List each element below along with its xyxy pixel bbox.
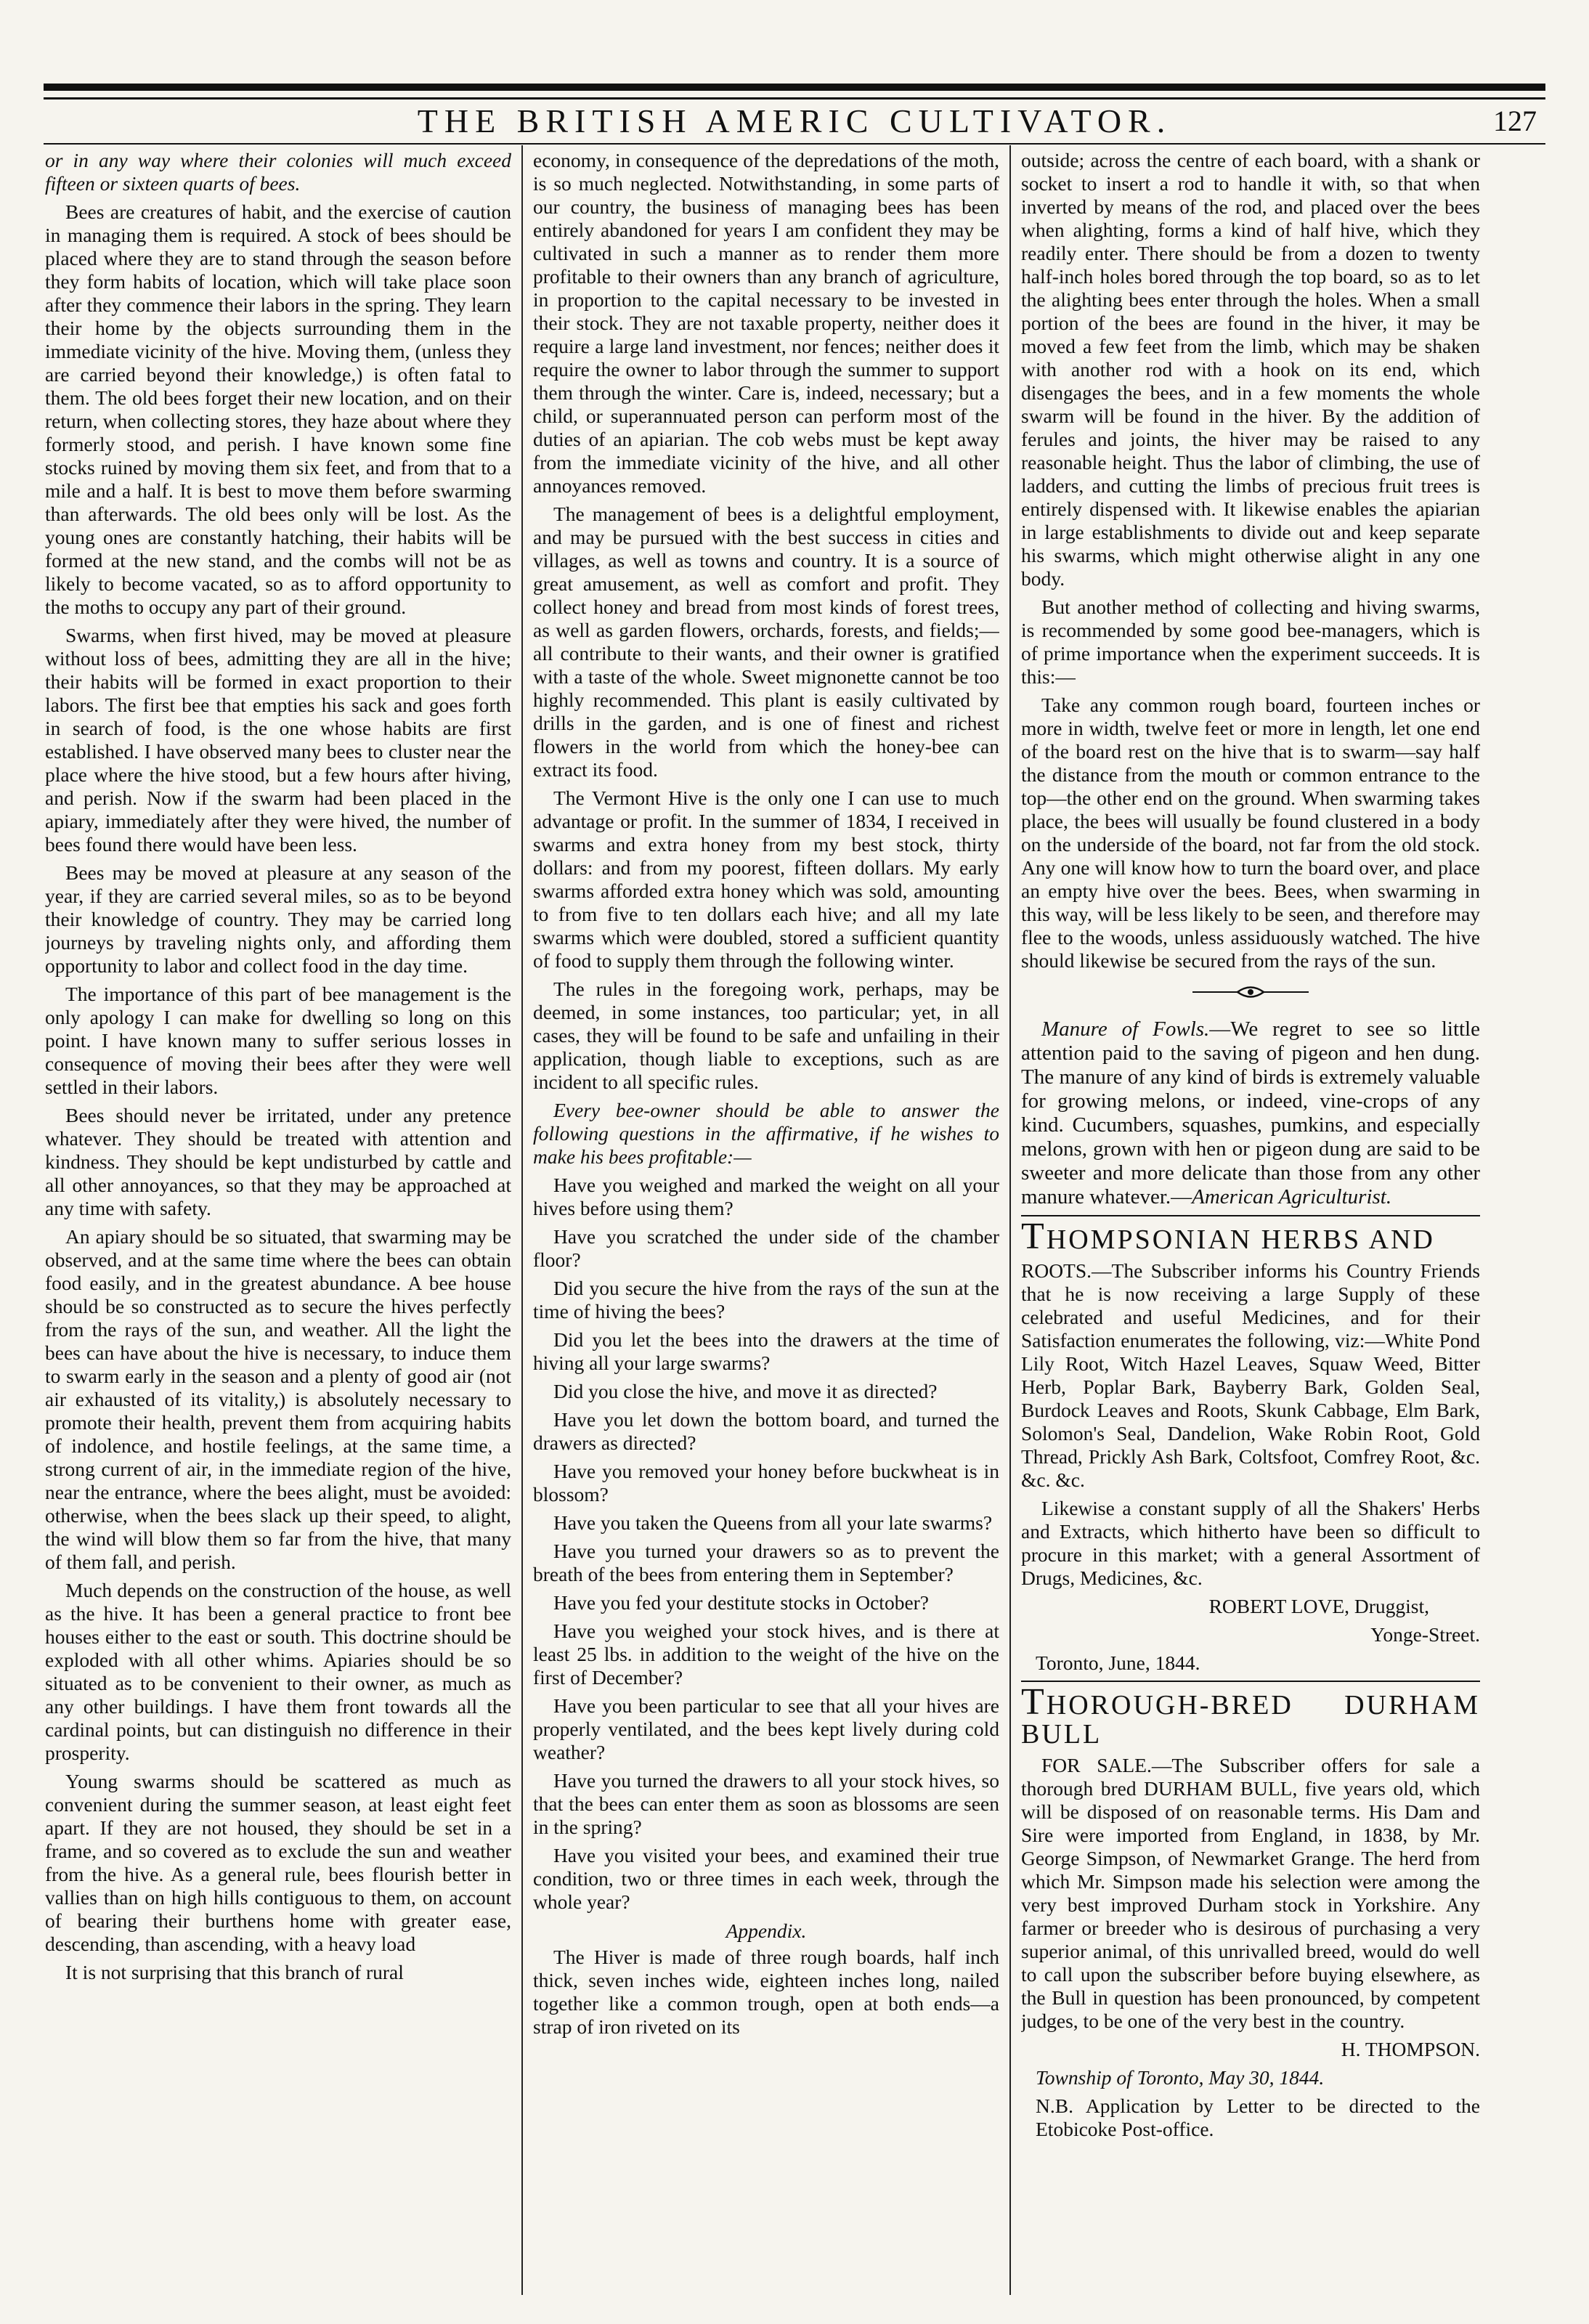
paragraph: outside; across the centre of each board, with a shank or socket to insert a rod to handle it with, so that when inverted by means of the rod, and placed over the bees when alighting, forms a kind of half hive, which they readily enter. There should be from a dozen to twenty half-inch holes bored through the top board, so as to let the alighting bees enter through the holes. When a small portion of the bees are found in the hiver, it may be moved a few feet from the limb, which may be shaken with another rod with a hook on its end, which disengages the bees, and in a few moments the whole swarm will be found in the hiver. By the addition of ferules and joints, the hiver may be raised to any reasonable height. Thus the labor of climbing, the use of ladders, and cutting the limbs of precious fruit trees is entirely dispensed with. It likewise enables the apiarian in large establishments to divide out and keep separate his swarms, which might otherwise alight in any one body. [1021, 149, 1480, 590]
column-3 [1021, 149, 1480, 2295]
ad-signature: ROBERT LOVE, Druggist, [1208, 1595, 1429, 1617]
question: Have you scratched the under side of the chamber floor? [533, 1225, 999, 1271]
paragraph: Bees may be moved at pleasure at any season of the year, if they are carried several miles, so as to be beyond their knowledge of country. They may be carried long journeys by traveling nights only, and affording them opportunity to labor and collect food in the day time. [45, 861, 511, 977]
question: Have you turned your drawers so as to prevent the breath of the bees from entering them in September? [533, 1540, 999, 1585]
column-divider [521, 145, 523, 2295]
paragraph: Bees should never be irritated, under any pretence whatever. They should be treated with attention and kindness. They should be kept undisturbed by cattle and all other annoyances, so that they may be approached at any time with safety. [45, 1104, 511, 1219]
paragraph: Swarms, when first hived, may be moved at pleasure without loss of bees, admitting they are all in the hive; their habits will be formed in exact proportion to their labors. The first bee that empties his sack and goes forth in search of food, is the one whose habits are first established. I have observed many bees to cluster near the place where the hive stood, but a few hours after hiving, and perish. Now if the swarm had been placed in the apiary, immediately after they were hived, the number of bees found there would have been less. [45, 624, 511, 856]
top-border-rule-thin [44, 97, 1545, 99]
ad-note: N.B. Application by Letter to be directed to the Etobicoke Post-office. [1036, 2095, 1480, 2140]
question: Did you close the hive, and move it as directed? [553, 1380, 938, 1402]
paragraph: The Vermont Hive is the only one I can use to much advantage or profit. In the summer of 1834, I received in swarms and extra honey from my best stock, thirty dollars: and from my poorest, fifteen dollars. My early swarms afforded extra honey which was sold, amounting to from five to ten dollars each hive; and all my late swarms which were doubled, stored a sufficient quantity of food to supply them through the following winter. [533, 787, 999, 972]
question: Have you visited your bees, and examined their true condition, two or three times in each week, through the whole year? [533, 1844, 999, 1913]
question: Have you let down the bottom board, and turned the drawers as directed? [533, 1408, 999, 1454]
paragraph: economy, in consequence of the depredations of the moth, is so much neglected. Notwithstanding, in some parts of our country, the business of managing bees has been entirely abandoned for years I am confident they may be cultivated in such a manner as to render them more profitable to their owners than any branch of agriculture, in proportion to the capital necessary to be invested in their stock. They are not taxable property, neither does it require a large land investment, nor fences; neither does it require the owner to labor through the summer to support them through the winter. Care is, indeed, necessary; but a child, or superannuated person can perform most of the duties of an apiarian. The cob webs must be kept away from the immediate vicinity of the hive, and all other annoyances removed. [533, 149, 999, 497]
ad-heading [1021, 1681, 1480, 1750]
paragraph: But another method of collecting and hiving swarms, is recommended by some good bee-managers, which is of prime importance when the experiment succeeds. It is this:— [1021, 596, 1480, 688]
advertisement-herbs [1021, 1216, 1480, 1675]
column-2 [533, 149, 999, 2295]
paragraph: It is not surprising that this branch of rural [65, 1961, 404, 1983]
column-divider [1009, 145, 1011, 2295]
ornament-divider [1192, 983, 1309, 1001]
drop-cap: T [1021, 1681, 1047, 1723]
page-number: 127 [1493, 105, 1537, 137]
ad-text: ROOTS.—The Subscriber informs his Country Friends that he is now receiving a large Supply of these celebrated and useful Medicines, and for their Satisfaction enumerates the following, viz:—White Pond Lily Root, Witch Hazel Leaves, Squaw Weed, Bitter Herb, Poplar Bark, Bayberry Bark, Golden Seal, Burdock Leaves and Roots, Skunk Cabbage, Elm Bark, Solomon's Seal, Dandelion, Wake Robin Root, Gold Thread, Prickly Ash Bark, Coltsfoot, Comfrey Root, &c. &c. &c. [1021, 1259, 1480, 1491]
question: Did you secure the hive from the rays of the sun at the time of hiving the bees? [533, 1277, 999, 1323]
question: Did you let the bees into the drawers at the time of hiving all your large swarms? [533, 1328, 999, 1374]
article-body: —We regret to see so little attention paid to the saving of pigeon and hen dung. The manure of any kind of birds is extremely valuable for growing melons, or indeed, vine-crops of any kind. Cucumbers, squashes, pumkins, and especially melons, grown with hen or pigeon dung are said to be sweeter and more delicate than those from any other manure whatever.— [1021, 1017, 1480, 1208]
section-rule [1021, 1215, 1480, 1216]
paragraph: Take any common rough board, fourteen inches or more in width, twelve feet or more in length, let one end of the board rest on the hive that is to swarm—say half the distance from the mouth or common entrance to the top—the other end on the ground. When swarming takes place, the bees will usually be found clustered in a body on the underside of the board, not far from the old stock. Any one will know how to turn the board over, and place an empty hive over the bees. Bees, when swarming in this way, will be less likely to be seen, and therefore may flee to the woods, unless assiduously watched. The hive should likewise be secured from the rays of the sun. [1021, 694, 1480, 972]
ad-heading-text: HOROUGH-BRED DURHAM BULL [1021, 1690, 1480, 1750]
question: Have you taken the Queens from all your late swarms? [553, 1511, 993, 1534]
paragraph: or in any way where their colonies will much exceed fifteen or sixteen quarts of bees. [45, 149, 511, 195]
question: Have you been particular to see that all your hives are properly ventilated, and the bees kept lively during cold weather? [533, 1694, 999, 1763]
section-heading: Appendix. [726, 1919, 807, 1942]
ad-heading-text: HOMPSONIAN HERBS AND [1046, 1224, 1435, 1255]
section-rule [1021, 1681, 1480, 1682]
paragraph: The management of bees is a delightful employment, and may be pursued with the best success in cities and villages, as well as towns and country. It is a source of great amusement, as well as comfort and profit. They collect honey and bread from most kinds of forest trees, as well as garden flowers, orchards, forests, and fields;—all contribute to their wants, and their owner is gratified with a taste of the whole. Sweet mignonette cannot be too highly recommended. This plant is easily cultivated by drills in the garden, and is one of finest and richest flowers in the world from which the honey-bee can extract its food. [533, 503, 999, 781]
paragraph: Young swarms should be scattered as much as convenient during the summer season, at least eight feet apart. If they are not housed, they should be set in a frame, and so covered as to exclude the sun and weather from the hive. As a general rule, bees flourish better in vallies than on high hills contiguous to them, on account of bearing their burthens home with greater ease, descending, than ascending, with a heavy load [45, 1770, 511, 1955]
ad-text: FOR SALE.—The Subscriber offers for sale a thorough bred DURHAM BULL, five years old, which will be disposed of on reasonable terms. His Dam and Sire were imported from England, in 1838, by Mr. George Simpson, of Newmarket Grange. The herd from which Mr. Simpson made his selection were among the very best improved Durham stock in Yorkshire. Any farmer or breeder who is desirous of purchasing a very superior animal, of this unrivalled breed, would do well to call upon the subscriber before buying elsewhere, as the Bull in question has been pronounced, by competent judges, to be one of the very best in the country. [1021, 1754, 1480, 2032]
paragraph: Every bee-owner should be able to answer the following questions in the affirmative, if he wishes to make his bees profitable:— [533, 1099, 999, 1168]
publication-title: THE BRITISH AMERIC CULTIVATOR. [417, 102, 1172, 139]
paragraph: An apiary should be so situated, that swarming may be observed, and at the same time where the bees can obtain food easily, and in the greatest abundance. A bee house should be so constructed as to secure the hives perfectly from the rays of the sun, and weather. All the light the bees can have about the hive is necessary, to induce them to swarm early in the season and a plenty of good air (not air exhausted of its vitality,) is absolutely necessary to promote their health, prevent them from acquiring habits of indolence, and hostile feelings, at the same time, a strong current of air, in the immediate region of the hive, near the entrance, where the bees alight, must be avoided: otherwise, when the bees slack up their speed, to alight, the wind will blow them so far from the hive, that many of them fall, and perish. [45, 1225, 511, 1573]
paragraph: Much depends on the construction of the house, as well as the hive. It has been a general practice to front bee houses either to the east or south. This doctrine should be exploded with all other whims. Apiaries should be so situated as to be convenient to their owner, as much as any other buildings. I have them front towards all the cardinal points, but can distinguish no difference in their prosperity. [45, 1579, 511, 1764]
manure-article [1021, 1017, 1480, 1209]
header-rule [44, 143, 1545, 145]
ad-dateline: Toronto, June, 1844. [1036, 1651, 1200, 1674]
ad-text: Likewise a constant supply of all the Shakers' Herbs and Extracts, which hitherto have been so difficult to procure in this market; with a general Assortment of Drugs, Medicines, &c. [1021, 1497, 1480, 1589]
article-source: American Agriculturist. [1192, 1185, 1392, 1208]
paragraph: Bees are creatures of habit, and the exercise of caution in managing them is required. A stock of bees should be placed where they are to stand through the season before they form habits of location, which will take place soon after they commence their labors in the spring. They learn their home by the objects surrounding them in the immediate vicinity of the hive. Moving them, (unless they are carried beyond their knowledge,) is often fatal to them. The old bees forget their new location, and on their return, when collecting stores, they haze about where they formerly stood, and perish. I have known some fine stocks ruined by moving them six feet, and from that to a mile and a half. It is best to move them before swarming than afterwards. The old bees only will be lost. As the young ones are constantly hatching, their habits will be formed at the new stand, and the combs will not be as likely to become vacated, so as to afford opportunity to the moths to occupy any part of their ground. [45, 200, 511, 618]
ad-signature: H. THOMPSON. [1341, 2038, 1480, 2060]
ad-address: Yonge-Street. [1370, 1623, 1480, 1646]
paragraph: The rules in the foregoing work, perhaps, may be deemed, in some instances, too particular; yet, in all cases, they will be found to be safe and unfailing in their application, though liable to exceptions, such as are incident to all specific rules. [533, 978, 999, 1093]
question: Have you weighed and marked the weight on all your hives before using them? [533, 1174, 999, 1219]
running-header [44, 100, 1545, 142]
column-1 [45, 149, 511, 2295]
question: Have you turned the drawers to all your stock hives, so that the bees can enter them as soon as blossoms are seen in the spring? [533, 1769, 999, 1838]
paragraph: The importance of this part of bee management is the only apology I can make for dwelling so long on this point. I have known many to suffer serious losses in consequence of moving their bees after they were well settled in their labors. [45, 983, 511, 1098]
paragraph: The Hiver is made of three rough boards, half inch thick, seven inches wide, eighteen inches long, nailed together like a common trough, open at both ends—a strap of iron riveted on its [533, 1946, 999, 2038]
ad-heading [1021, 1216, 1480, 1257]
drop-cap: T [1021, 1216, 1047, 1257]
ad-dateline: Township of Toronto, May 30, 1844. [1036, 2066, 1325, 2089]
question: Have you removed your honey before buckwheat is in blossom? [533, 1460, 999, 1506]
article-title: Manure of Fowls. [1041, 1017, 1210, 1041]
question: Have you fed your destitute stocks in October? [553, 1591, 930, 1614]
advertisement-bull [1021, 1681, 1480, 2141]
top-border-rule [44, 84, 1545, 91]
question: Have you weighed your stock hives, and is there at least 25 lbs. in addition to the weight of the hive on the first of December? [533, 1620, 999, 1689]
